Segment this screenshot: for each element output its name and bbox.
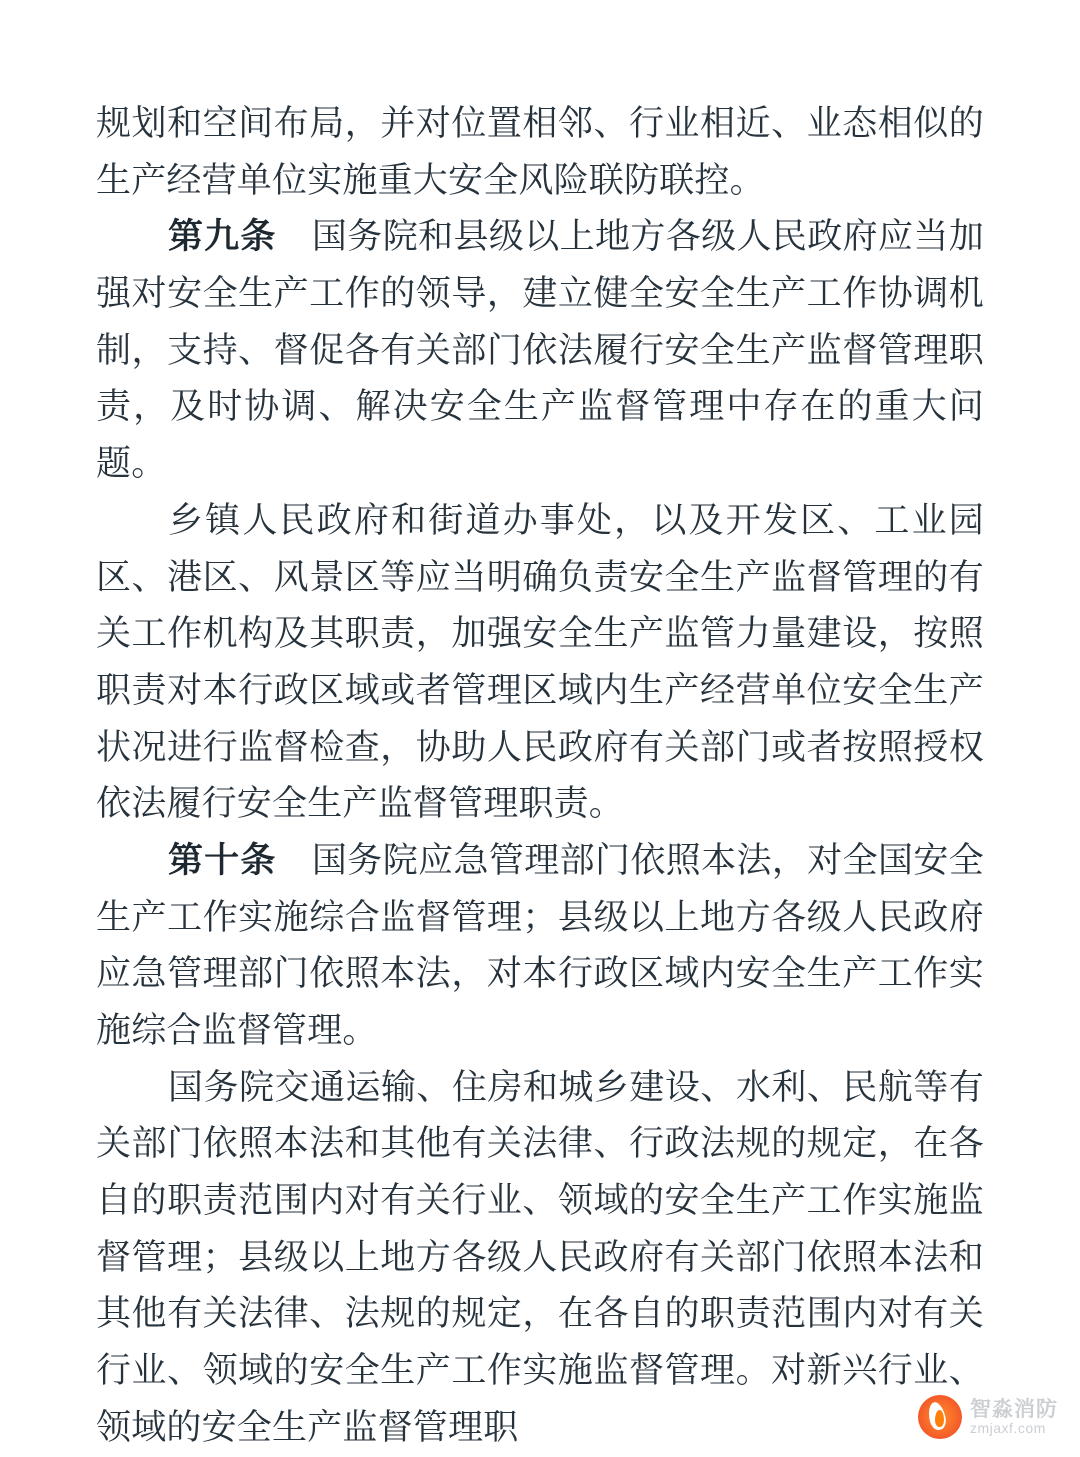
- paragraph-continued-article-eight: 规划和空间布局，并对位置相邻、行业相近、业态相似的生产经营单位实施重大安全风险联防联控。: [96, 104, 984, 201]
- paragraph-article-nine: [96, 209, 984, 492]
- article-nine-text: 国务院和县级以上地方各级人民政府应当加强对安全生产工作的领导，建立健全安全生产工作协调机制，支持、督促各有关部门依法履行安全生产监督管理职责，及时协调、解决安全生产监督管理中存在的重大问题。: [96, 217, 984, 485]
- paragraph-article-nine-second: 乡镇人民政府和街道办事处，以及开发区、工业园区、港区、风景区等应当明确负责安全生产监督管理的有关工作机构及其职责，加强安全生产监管力量建设，按照职责对本行政区域或者管理区域内生产经营单位安全生产状况进行监督检查，协助人民政府有关部门或者按照授权依法履行安全生产监督管理职责。: [96, 500, 984, 825]
- document-body: [96, 96, 984, 1457]
- paragraph-article-ten-second: 国务院交通运输、住房和城乡建设、水利、民航等有关部门依照本法和其他有关法律、行政法规的规定，在各自的职责范围内对有关行业、领域的安全生产工作实施监督管理；县级以上地方各级人民政府有关部门依照本法和其他有关法律、法规的规定，在各自的职责范围内对有关行业、领域的安全生产工作实施监督管理。对新兴行业、领域的安全生产监督管理职: [96, 1067, 984, 1448]
- watermark: [918, 1395, 1058, 1439]
- watermark-text: [970, 1398, 1058, 1436]
- article-number-ten: 第十条: [168, 839, 277, 881]
- watermark-url: zmjaxf.com: [970, 1419, 1046, 1436]
- watermark-brand: 智淼消防: [970, 1397, 1058, 1421]
- article-ten-text: 国务院应急管理部门依照本法，对全国安全生产工作实施综合监督管理；县级以上地方各级人民政府应急管理部门依照本法，对本行政区域内安全生产工作实施综合监督管理。: [96, 840, 984, 1051]
- flame-icon: [918, 1395, 962, 1439]
- paragraph-article-ten: [96, 833, 984, 1060]
- article-number-nine: 第九条: [168, 216, 277, 258]
